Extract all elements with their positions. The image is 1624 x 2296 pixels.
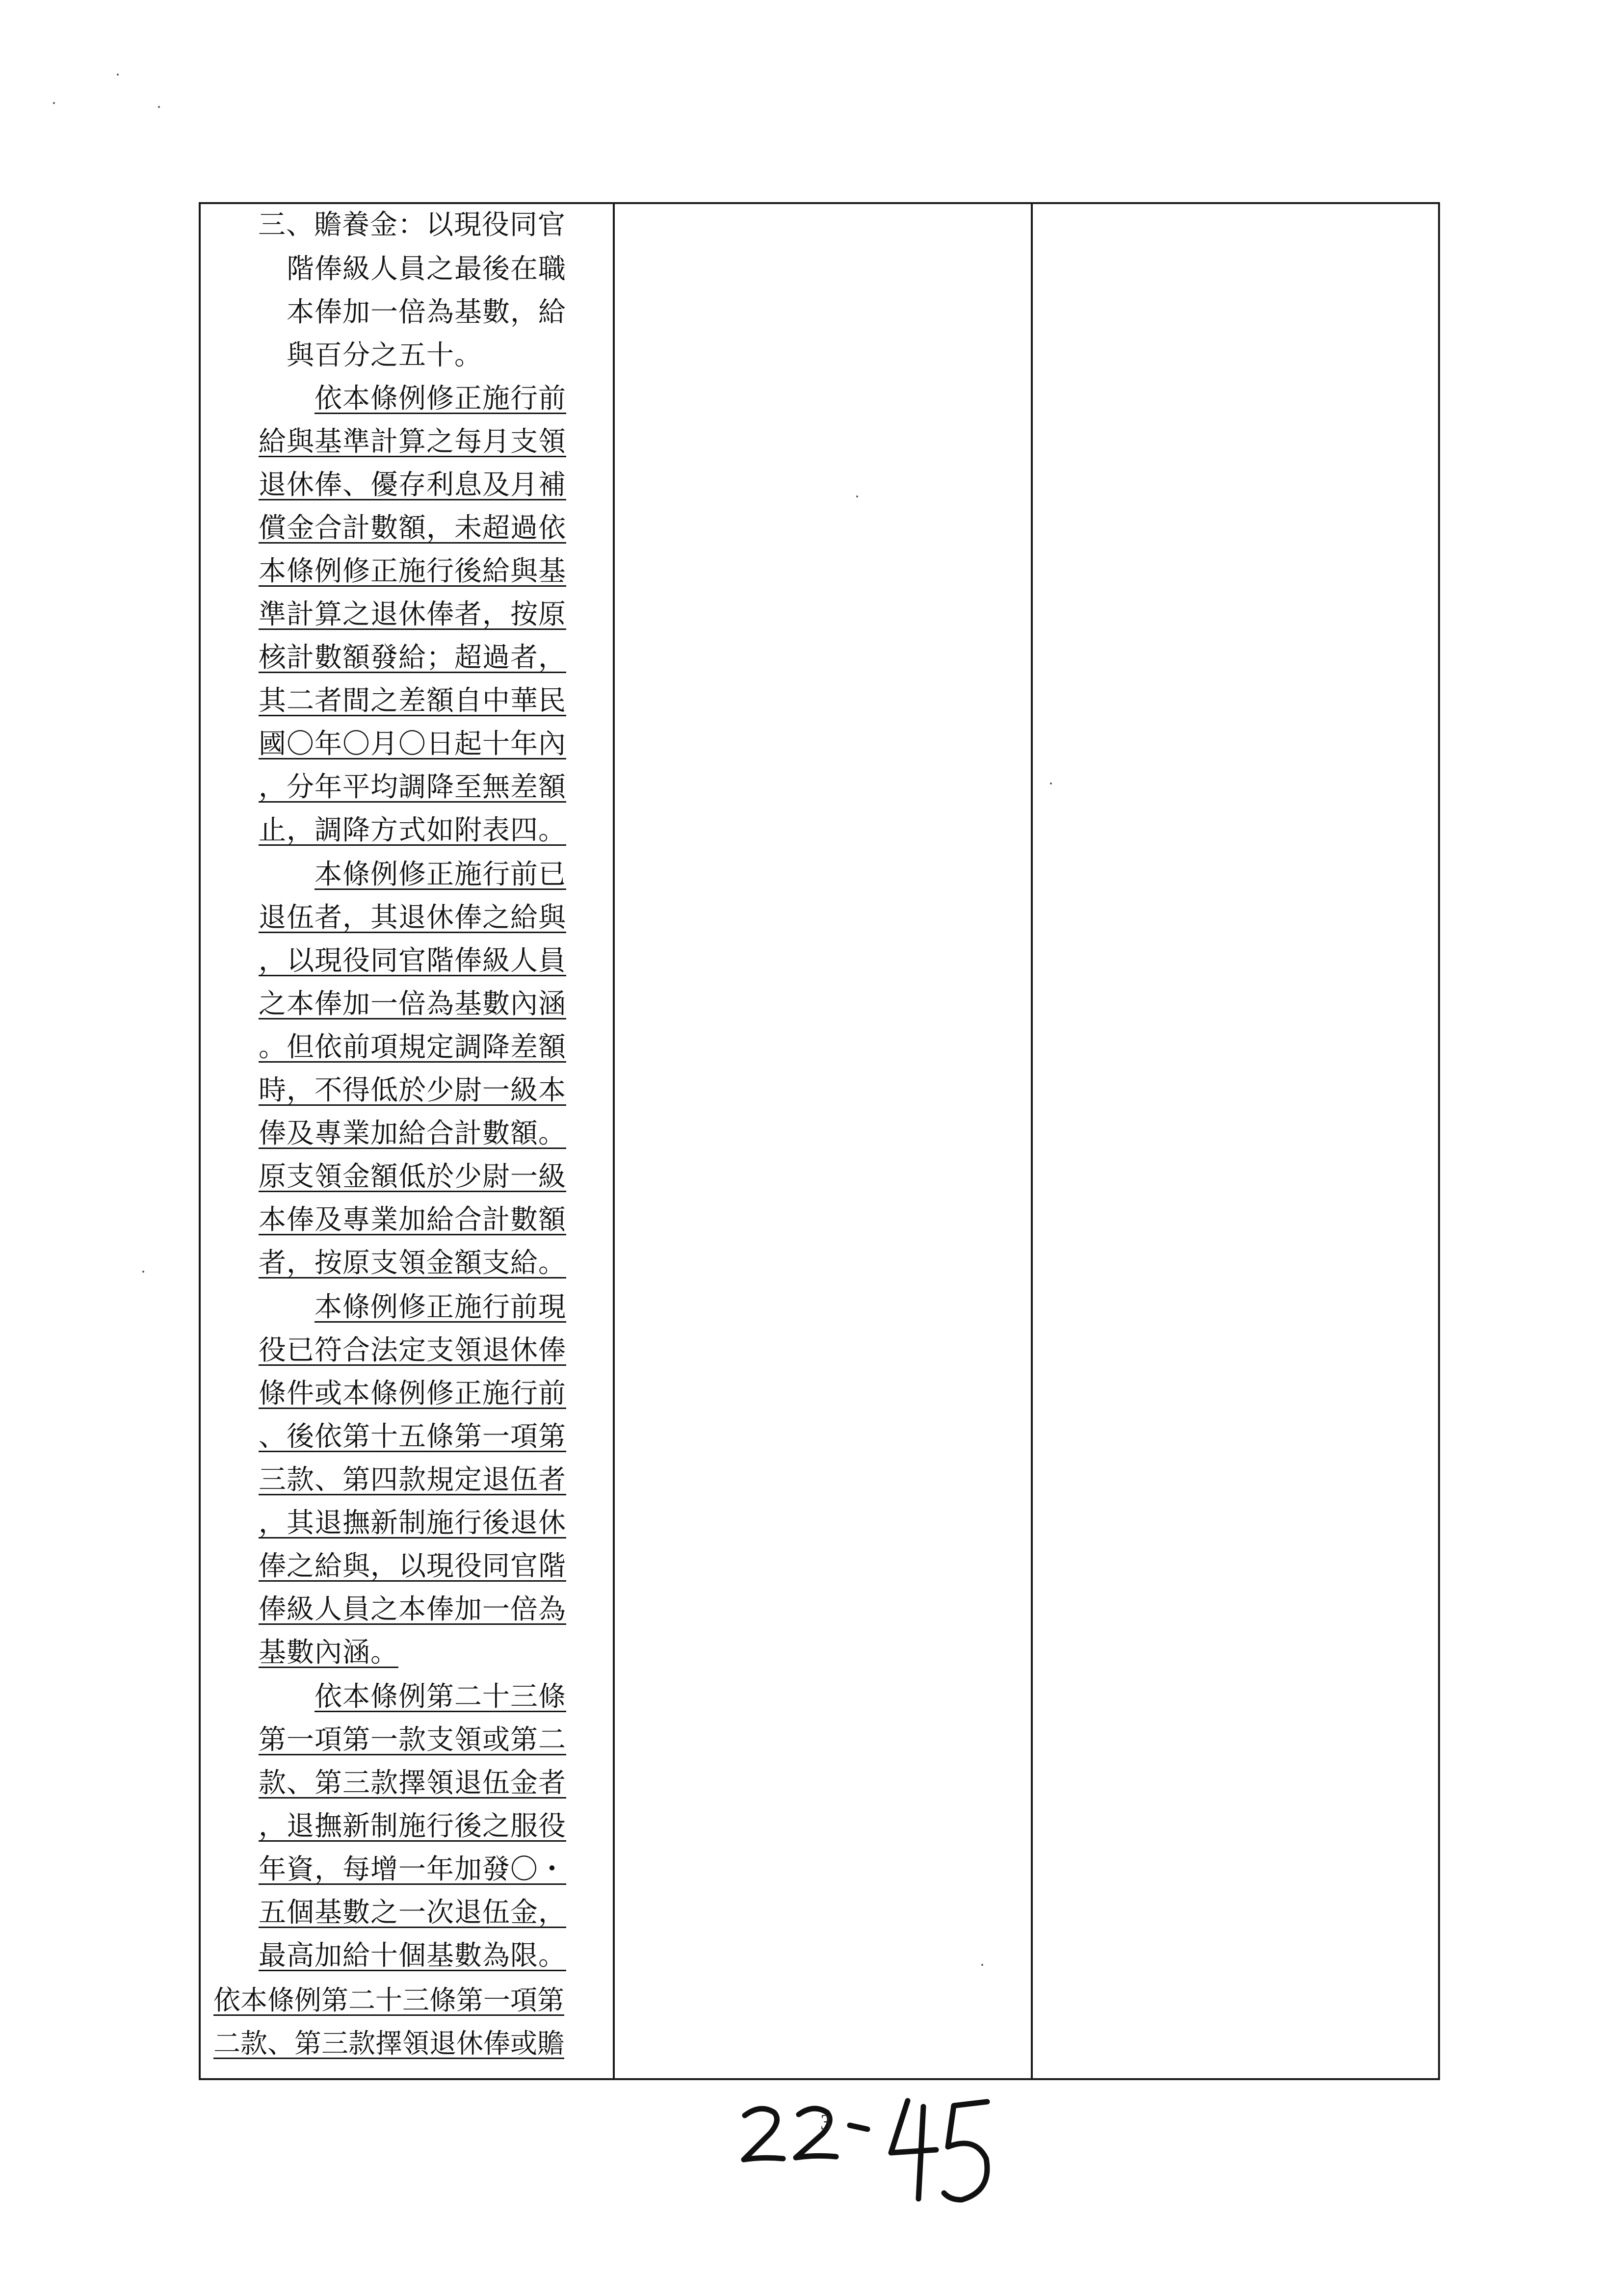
text-line: 止，調降方式如附表四。 xyxy=(259,814,566,846)
text-line: 時，不得低於少尉一級本 xyxy=(259,1074,566,1106)
text-line: 最高加給十個基數為限。 xyxy=(259,1940,566,1972)
text-line: 本條例修正施行前已 xyxy=(314,859,566,890)
text-line: 其二者間之差額自中華民 xyxy=(259,685,566,717)
text-line: 役已符合法定支領退休俸 xyxy=(259,1334,566,1366)
scan-speck xyxy=(53,102,55,104)
text-line: 本條例修正施行後給與基 xyxy=(259,555,566,587)
text-line: 退休俸、優存利息及月補 xyxy=(259,469,566,501)
text-line: 俸及專業加給合計數額。 xyxy=(259,1118,566,1149)
text-line: ，其退撫新制施行後退休 xyxy=(259,1507,566,1539)
text-line: 依本條例修正施行前 xyxy=(314,383,566,415)
text-line: 退伍者，其退休俸之給與 xyxy=(259,902,566,934)
text-line: 。但依前項規定調降差額 xyxy=(259,1031,566,1063)
comparison-table xyxy=(199,202,1440,2080)
text-line: 依本條例第二十三條第一項第 xyxy=(213,1984,565,2016)
scan-speck xyxy=(142,1271,144,1273)
text-line: 原支領金額低於少尉一級 xyxy=(259,1161,566,1193)
text-line: 二款、第三款擇領退休俸或贍 xyxy=(213,2028,565,2059)
right-column-cell xyxy=(1033,204,1438,2078)
text-line: 基數內涵。 xyxy=(259,1637,398,1669)
text-line: 核計數額發給；超過者， xyxy=(259,642,566,674)
page-number: 3 xyxy=(820,2110,831,2134)
text-line: 償金合計數額，未超過依 xyxy=(259,512,566,544)
text-line: 者，按原支領金額支給。 xyxy=(259,1247,566,1279)
text-line: 本俸及專業加給合計數額 xyxy=(259,1204,566,1236)
text-line: 本俸加一倍為基數，給 xyxy=(287,296,566,328)
text-line: 與百分之五十。 xyxy=(287,339,482,371)
text-line: 三、贍養金：以現役同官 xyxy=(258,209,566,241)
text-line: 第一項第一款支領或第二 xyxy=(259,1724,566,1756)
text-line: 、後依第十五條第一項第 xyxy=(259,1421,566,1453)
text-line: ，以現役同官階俸級人員 xyxy=(259,945,566,977)
text-line: 年資，每增一年加發〇・ xyxy=(259,1853,566,1885)
text-line: 之本俸加一倍為基數內涵 xyxy=(259,988,566,1020)
text-line: 三款、第四款規定退伍者 xyxy=(259,1464,566,1496)
text-line: 階俸級人員之最後在職 xyxy=(287,253,566,285)
text-line: 俸級人員之本俸加一倍為 xyxy=(259,1593,566,1625)
scan-speck xyxy=(158,106,160,108)
text-line: 本條例修正施行前現 xyxy=(314,1291,566,1323)
text-line: 俸之給與，以現役同官階 xyxy=(259,1550,566,1582)
text-line: 條件或本條例修正施行前 xyxy=(259,1378,566,1409)
text-line: 依本條例第二十三條 xyxy=(314,1681,566,1713)
text-line: 國〇年〇月〇日起十年內 xyxy=(259,728,566,760)
text-line: ，退撫新制施行後之服役 xyxy=(259,1810,566,1842)
middle-column-cell xyxy=(615,204,1031,2078)
text-line: 款、第三款擇領退伍金者 xyxy=(259,1767,566,1799)
scan-speck xyxy=(117,74,119,76)
text-line: ，分年平均調降至無差額 xyxy=(259,771,566,803)
handwritten-number xyxy=(736,2095,1011,2213)
text-line: 給與基準計算之每月支領 xyxy=(259,426,566,458)
text-line: 五個基數之一次退伍金， xyxy=(259,1897,566,1929)
left-column-cell xyxy=(201,204,613,2078)
text-line: 準計算之退休俸者，按原 xyxy=(259,599,566,630)
